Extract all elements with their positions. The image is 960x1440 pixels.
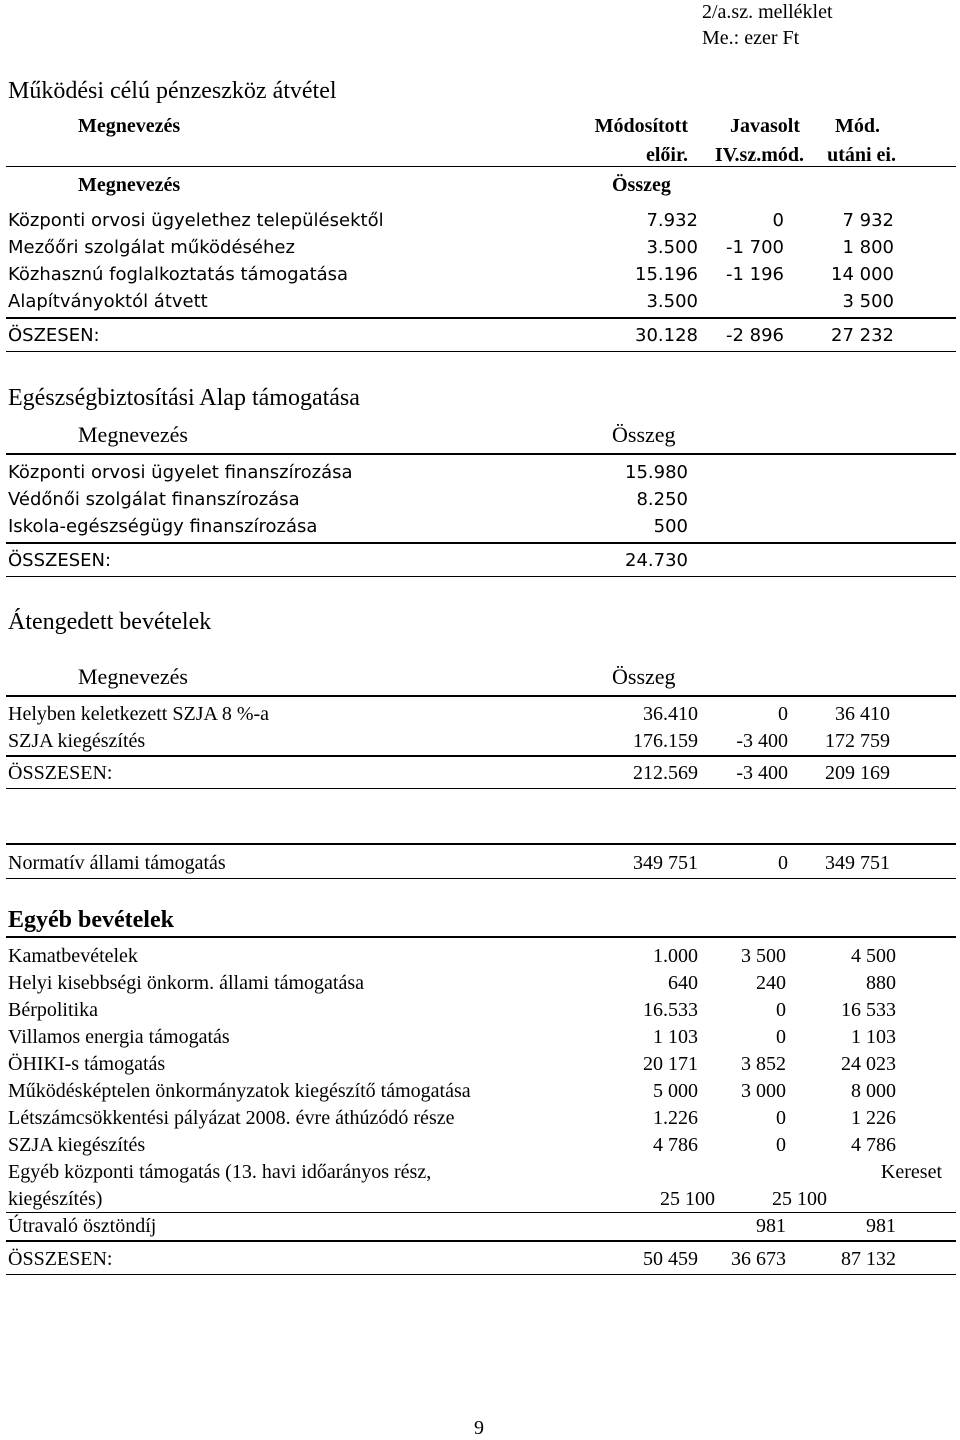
divider [6, 878, 956, 879]
table-row-label: Közhasznú foglalkoztatás támogatása [8, 264, 349, 285]
normativ-cell: 349 751 [633, 852, 698, 874]
divider [6, 1240, 956, 1242]
table-cell: 5 000 [653, 1080, 698, 1102]
table-cell: 15.980 [625, 462, 688, 483]
divider [6, 317, 956, 319]
table-cell: 7.932 [646, 210, 698, 231]
table-cell: 640 [668, 972, 698, 994]
table-row-label: Bérpolitika [8, 999, 98, 1021]
table-cell: 0 [778, 703, 788, 725]
col-header-name: Megnevezés [78, 664, 188, 689]
col-header-after: Mód. [835, 115, 880, 137]
table-cell: 0 [772, 210, 784, 231]
table-cell: 20 171 [643, 1053, 698, 1075]
total-cell: 24.730 [625, 550, 688, 571]
table-cell: 981 [756, 1215, 786, 1237]
col-header-name: Megnevezés [78, 115, 181, 137]
side-note: Kereset [880, 1161, 942, 1183]
table-row-label: Mezőőri szolgálat működéséhez [8, 237, 295, 258]
divider [6, 576, 956, 577]
table-cell: -1 700 [725, 237, 784, 258]
table-cell: 0 [776, 1026, 786, 1048]
unit-label: Me.: ezer Ft [702, 27, 800, 49]
section3-title: Átengedett bevételek [8, 609, 212, 635]
normativ-label: Normatív állami támogatás [8, 852, 226, 874]
table-cell: 3.500 [646, 237, 698, 258]
divider [6, 788, 956, 789]
table-row-label: Helyi kisebbségi önkorm. állami támogatása [8, 972, 365, 994]
col-header-proposed-2: IV.sz.mód. [714, 144, 804, 166]
table-cell: 3 500 [741, 945, 786, 967]
table-cell: 500 [653, 516, 688, 537]
total-cell: 87 132 [841, 1248, 896, 1270]
table-cell: 25 100 [772, 1188, 827, 1210]
page-number: 9 [474, 1417, 484, 1439]
table-cell: 16.533 [643, 999, 698, 1021]
table-cell: 7 932 [842, 210, 894, 231]
table-cell: 3.500 [646, 291, 698, 312]
table-row-label: ÖHIKI-s támogatás [8, 1053, 166, 1075]
table-row-label: SZJA kiegészítés [8, 1134, 146, 1156]
divider [6, 166, 956, 167]
table-row-label: SZJA kiegészítés [8, 730, 146, 752]
table-cell: 16 533 [841, 999, 896, 1021]
col-header-modified: Módosított [594, 115, 688, 137]
table-row-label: Iskola-egészségügy finanszírozása [8, 516, 318, 537]
table-cell: 0 [776, 1107, 786, 1129]
total-label: ÖSSZESEN: [8, 1248, 113, 1270]
table-cell: 1 226 [851, 1107, 896, 1129]
table-cell: 3 500 [842, 291, 894, 312]
annex-label: 2/a.sz. melléklet [702, 1, 833, 23]
table-cell: 4 786 [653, 1134, 698, 1156]
table-cell: 36 410 [835, 703, 890, 725]
table-cell: 1 103 [851, 1026, 896, 1048]
divider [6, 542, 956, 544]
table-cell: 4 786 [851, 1134, 896, 1156]
divider [6, 351, 956, 352]
table-row-label: Kamatbevételek [8, 945, 138, 967]
divider [6, 1274, 956, 1275]
table-cell: 36.410 [643, 703, 698, 725]
table-cell: 880 [866, 972, 896, 994]
total-cell: -3 400 [736, 762, 788, 784]
table-row-label: Központi orvosi ügyelethez településektől [8, 210, 384, 231]
table-row-label: Működésképtelen önkormányzatok kiegészítő támogatása [8, 1080, 471, 1102]
table-cell: 4 500 [851, 945, 896, 967]
table-cell: 1.226 [653, 1107, 698, 1129]
table-cell: 8 000 [851, 1080, 896, 1102]
table-row-label: Útravaló ösztöndíj [8, 1215, 157, 1237]
table-cell: 0 [776, 999, 786, 1021]
section4-title: Egyéb bevételek [8, 907, 174, 933]
table-cell: 240 [756, 972, 786, 994]
table-cell: 981 [866, 1215, 896, 1237]
table-cell: 15.196 [635, 264, 698, 285]
table-cell: 172 759 [825, 730, 890, 752]
total-label: ÖSZESEN: [8, 325, 100, 346]
table-cell: 1 103 [653, 1026, 698, 1048]
table-cell: 1 800 [842, 237, 894, 258]
section1-title: Működési célú pénzeszköz átvétel [8, 78, 337, 104]
col-header-sum: Összeg [612, 174, 671, 196]
section2-title: Egészségbiztosítási Alap támogatása [8, 385, 360, 411]
normativ-cell: 0 [778, 852, 788, 874]
table-cell: -3 400 [736, 730, 788, 752]
table-cell: 8.250 [636, 489, 688, 510]
table-cell: -1 196 [725, 264, 784, 285]
table-cell: 3 000 [741, 1080, 786, 1102]
total-label: ÖSSZESEN: [8, 550, 112, 571]
col-header-proposed: Javasolt [730, 115, 800, 137]
total-cell: 50 459 [643, 1248, 698, 1270]
col-header-name: Megnevezés [78, 422, 188, 447]
table-row-label: Egyéb központi támogatás (13. havi időarányos rész, [8, 1161, 432, 1183]
divider [6, 755, 956, 757]
table-cell: 1.000 [653, 945, 698, 967]
total-label: ÖSSZESEN: [8, 762, 113, 784]
table-cell: 0 [776, 1134, 786, 1156]
col-header-after-2: utáni ei. [827, 144, 896, 166]
table-cell: 25 100 [660, 1188, 715, 1210]
table-cell: 24 023 [841, 1053, 896, 1075]
total-cell: 27 232 [831, 325, 894, 346]
normativ-cell: 349 751 [825, 852, 890, 874]
total-cell: 209 169 [825, 762, 890, 784]
table-row-label: Villamos energia támogatás [8, 1026, 230, 1048]
table-cell: 14 000 [831, 264, 894, 285]
total-cell: 30.128 [635, 325, 698, 346]
divider [6, 843, 956, 845]
table-row-label: Védőnői szolgálat finanszírozása [8, 489, 300, 510]
col-header-modified-2: előir. [645, 144, 688, 166]
divider [6, 695, 956, 697]
divider [6, 936, 956, 938]
col-header-name-2: Megnevezés [78, 174, 181, 196]
total-cell: 36 673 [731, 1248, 786, 1270]
divider [6, 1212, 956, 1213]
table-row-label: Létszámcsökkentési pályázat 2008. évre áthúzódó része [8, 1107, 455, 1129]
total-cell: 212.569 [633, 762, 698, 784]
divider [6, 453, 956, 455]
table-row-label: kiegészítés) [8, 1188, 103, 1210]
table-cell: 176.159 [633, 730, 698, 752]
col-header-sum: Összeg [612, 422, 676, 447]
total-cell: -2 896 [725, 325, 784, 346]
table-cell: 3 852 [741, 1053, 786, 1075]
table-row-label: Alapítványoktól átvett [8, 291, 208, 312]
table-row-label: Helyben keletkezett SZJA 8 %-a [8, 703, 270, 725]
col-header-sum: Összeg [612, 664, 676, 689]
table-row-label: Központi orvosi ügyelet finanszírozása [8, 462, 353, 483]
